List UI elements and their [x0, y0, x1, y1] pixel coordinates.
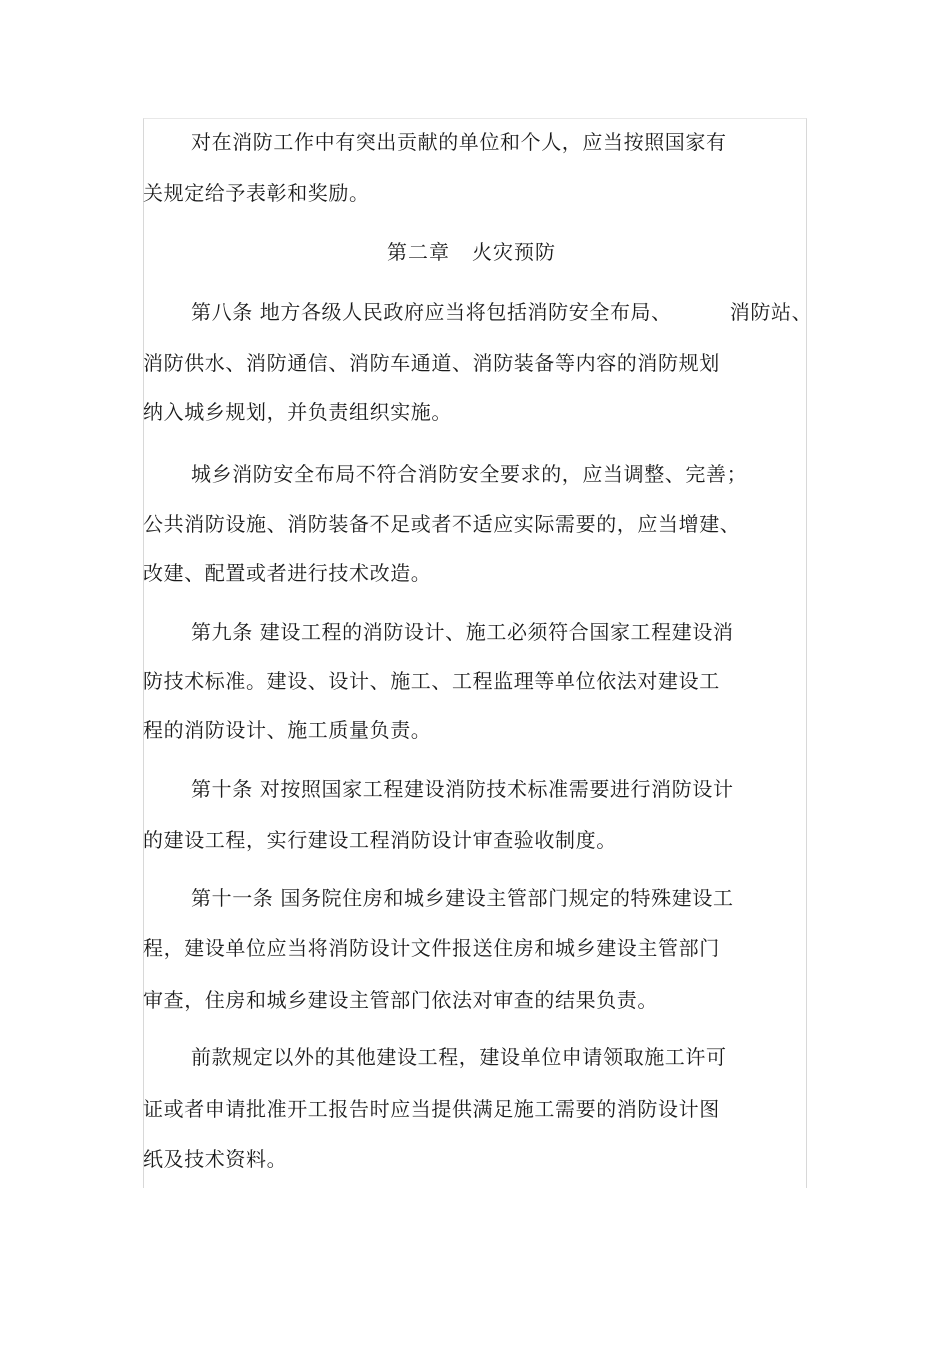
paragraph-line: 纸及技术资料。 [143, 1147, 288, 1171]
paragraph-line: 程的消防设计、施工质量负责。 [143, 718, 432, 742]
paragraph-line: 第十一条 国务院住房和城乡建设主管部门规定的特殊建设工 [191, 886, 734, 910]
paragraph-line: 程，建设单位应当将消防设计文件报送住房和城乡建设主管部门 [143, 936, 720, 960]
paragraph-line: 纳入城乡规划，并负责组织实施。 [143, 400, 452, 424]
paragraph-line: 改建、配置或者进行技术改造。 [143, 561, 432, 585]
chapter-title: 火灾预防 [472, 240, 556, 264]
article-8-text: 第八条 地方各级人民政府应当将包括消防安全布局、 [191, 300, 672, 324]
paragraph-line: 城乡消防安全布局不符合消防安全要求的，应当调整、完善； [191, 462, 748, 486]
paragraph-line [191, 300, 812, 324]
paragraph-line: 前款规定以外的其他建设工程，建设单位申请领取施工许可 [191, 1045, 727, 1069]
article-8-text-cont: 消防站、 [729, 300, 813, 324]
paragraph-line: 审查，住房和城乡建设主管部门依法对审查的结果负责。 [143, 988, 658, 1012]
page-frame [143, 118, 807, 1188]
paragraph-line: 第十条 对按照国家工程建设消防技术标准需要进行消防设计 [191, 777, 734, 801]
paragraph-line: 消防供水、消防通信、消防车通道、消防装备等内容的消防规划 [143, 351, 720, 375]
paragraph-line: 对在消防工作中有突出贡献的单位和个人，应当按照国家有 [191, 130, 727, 154]
paragraph-line: 防技术标准。建设、设计、施工、工程监理等单位依法对建设工 [143, 669, 720, 693]
paragraph-line: 公共消防设施、消防装备不足或者不适应实际需要的，应当增建、 [143, 512, 741, 536]
chapter-heading [387, 240, 556, 264]
paragraph-line: 关规定给予表彰和奖励。 [143, 181, 370, 205]
paragraph-line: 证或者申请批准开工报告时应当提供满足施工需要的消防设计图 [143, 1097, 720, 1121]
chapter-number: 第二章 [387, 240, 450, 264]
paragraph-line: 第九条 建设工程的消防设计、施工必须符合国家工程建设消 [191, 620, 734, 644]
paragraph-line: 的建设工程，实行建设工程消防设计审查验收制度。 [143, 828, 617, 852]
